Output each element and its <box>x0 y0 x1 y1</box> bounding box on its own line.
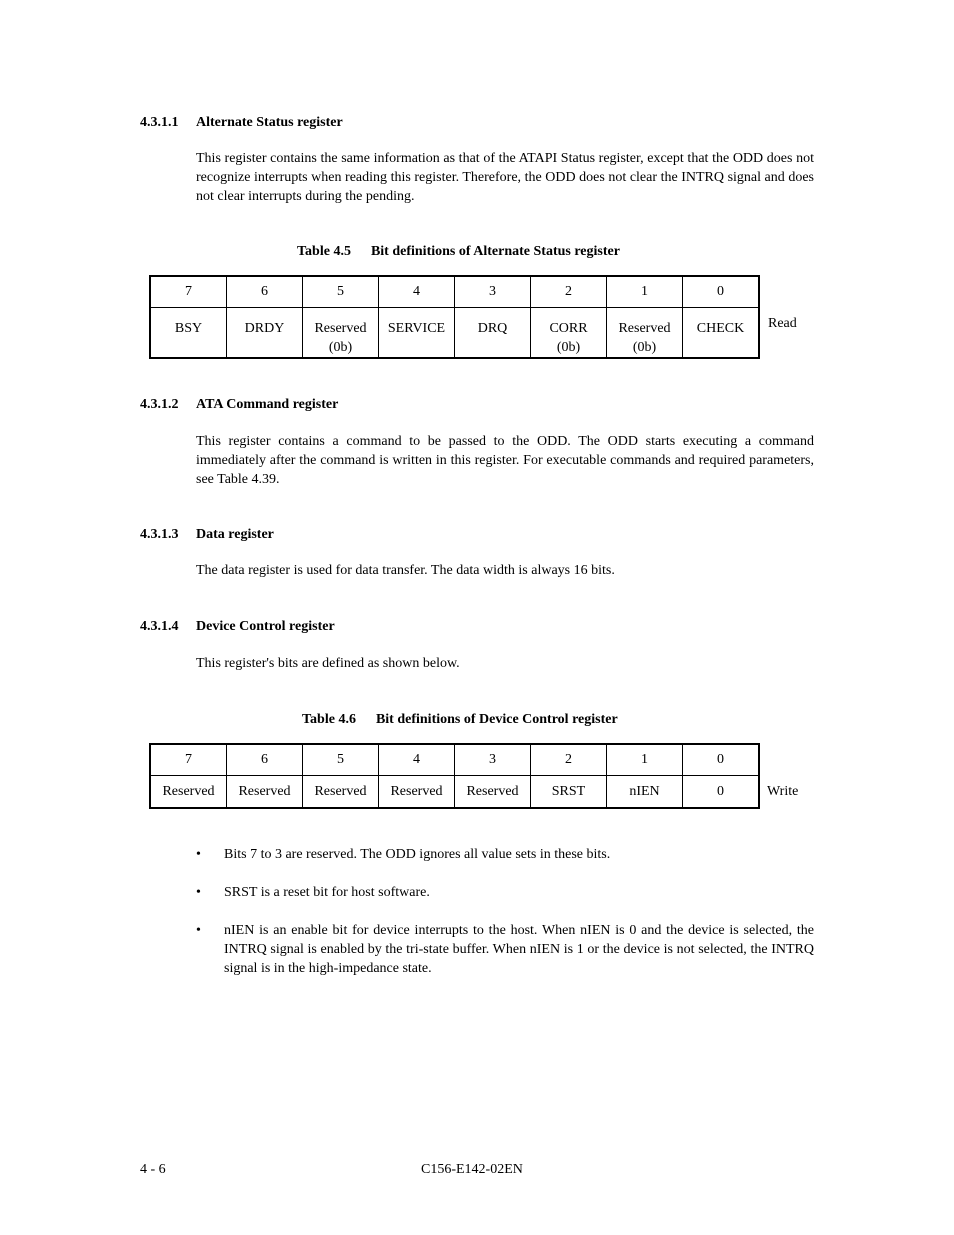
bit-value-line: (0b) <box>632 340 657 355</box>
bit-value-line: DRDY <box>244 321 285 336</box>
bit-value-line: (0b) <box>328 340 353 355</box>
section-title: Alternate Status register <box>196 115 343 130</box>
bit-number-cell: 2 <box>531 744 607 776</box>
bit-value-row <box>150 308 759 359</box>
bit-value-cell: Reserved <box>227 776 303 809</box>
section-heading-4-3-1-4 <box>140 617 335 636</box>
bit-number-cell: 1 <box>607 744 683 776</box>
bit-value-line: CORR <box>549 321 588 336</box>
bit-number-cell: 4 <box>379 744 455 776</box>
bit-number-cell: 7 <box>150 744 227 776</box>
bit-number-cell: 1 <box>607 276 683 308</box>
table-title: Bit definitions of Alternate Status register <box>370 244 620 259</box>
bullet-icon: • <box>196 885 201 900</box>
list-item-text: nIEN is an enable bit for device interrupts to the host. When nIEN is 0 and the device is selected, the INTRQ signal is enabled by the tri-state buffer. When nIEN is 1 or the device is not selected, the INTRQ signal is in the high-impedance state. <box>224 923 814 976</box>
bit-value-cell <box>379 308 455 359</box>
bit-value-cell: 0 <box>683 776 760 809</box>
section-heading-4-3-1-1 <box>140 113 343 132</box>
bullet-list <box>196 845 814 997</box>
list-item <box>196 883 814 902</box>
table-4-5-access-label: Read <box>768 316 797 331</box>
bit-number-row <box>150 744 759 776</box>
bit-number-cell: 5 <box>303 744 379 776</box>
list-item <box>196 845 814 864</box>
bit-number-row <box>150 276 759 308</box>
bit-value-line: CHECK <box>696 321 745 336</box>
table-title: Bit definitions of Device Control register <box>375 712 618 727</box>
footer-document-id: C156-E142-02EN <box>421 1162 523 1177</box>
bit-value-line: Reserved <box>618 321 671 336</box>
bit-value-cell: Reserved <box>455 776 531 809</box>
bit-number-cell: 5 <box>303 276 379 308</box>
footer-page-number: 4 - 6 <box>140 1162 166 1177</box>
section-body-4-3-1-2: This register contains a command to be passed to the ODD. The ODD starts executing a command immediately after the command is written in this register. For executable commands and required parameters, see Table 4.39. <box>196 434 814 487</box>
section-number: 4.3.1.3 <box>140 527 179 542</box>
section-heading-4-3-1-2 <box>140 395 338 414</box>
bit-value-line: DRQ <box>477 321 508 336</box>
bullet-icon: • <box>196 923 201 938</box>
section-title: Device Control register <box>196 619 335 634</box>
alternate-status-bit-table <box>149 275 760 359</box>
section-title: Data register <box>196 527 274 542</box>
section-body-4-3-1-4: This register's bits are defined as shown below. <box>196 656 460 671</box>
bit-value-line: SERVICE <box>387 321 446 336</box>
section-heading-4-3-1-3 <box>140 525 274 544</box>
bit-value-cell <box>227 308 303 359</box>
bit-number-cell: 6 <box>227 276 303 308</box>
table-number: Table 4.5 <box>297 244 351 259</box>
section-body-4-3-1-1: This register contains the same information as that of the ATAPI Status register, except that the ODD does not recognize interrupts when reading this register. Therefore, the ODD does not clear the INTRQ signal and does not clear interrupts during the pending. <box>196 151 814 204</box>
bit-number-cell: 0 <box>683 276 760 308</box>
bit-number-cell: 2 <box>531 276 607 308</box>
list-item-text: Bits 7 to 3 are reserved. The ODD ignores all value sets in these bits. <box>224 847 611 862</box>
bit-value-line: BSY <box>174 321 203 336</box>
bit-number-cell: 3 <box>455 744 531 776</box>
section-body-4-3-1-3: The data register is used for data transfer. The data width is always 16 bits. <box>196 563 615 578</box>
bit-number-cell: 4 <box>379 276 455 308</box>
bit-number-cell: 6 <box>227 744 303 776</box>
bit-value-cell: Reserved <box>150 776 227 809</box>
section-number: 4.3.1.1 <box>140 115 179 130</box>
bit-number-cell: 3 <box>455 276 531 308</box>
bit-value-line: (0b) <box>556 340 581 355</box>
table-number: Table 4.6 <box>302 712 356 727</box>
bullet-icon: • <box>196 847 201 862</box>
section-number: 4.3.1.4 <box>140 619 179 634</box>
bit-value-cell: SRST <box>531 776 607 809</box>
bit-value-cell <box>531 308 607 359</box>
table-4-5-caption <box>297 242 620 261</box>
list-item <box>196 921 814 978</box>
bit-value-cell <box>607 308 683 359</box>
bit-value-cell: Reserved <box>303 776 379 809</box>
bit-number-cell: 0 <box>683 744 760 776</box>
bit-value-cell <box>683 308 760 359</box>
section-number: 4.3.1.2 <box>140 397 179 412</box>
device-control-bit-table <box>149 743 760 809</box>
bit-number-cell: 7 <box>150 276 227 308</box>
bit-value-cell <box>150 308 227 359</box>
bit-value-line: Reserved <box>314 321 367 336</box>
bit-value-cell: nIEN <box>607 776 683 809</box>
section-title: ATA Command register <box>196 397 339 412</box>
bit-value-cell <box>303 308 379 359</box>
table-4-6-caption <box>302 710 618 729</box>
list-item-text: SRST is a reset bit for host software. <box>224 885 430 900</box>
bit-value-row <box>150 776 759 809</box>
bit-value-cell: Reserved <box>379 776 455 809</box>
table-4-6-access-label: Write <box>767 784 799 799</box>
bit-value-cell <box>455 308 531 359</box>
